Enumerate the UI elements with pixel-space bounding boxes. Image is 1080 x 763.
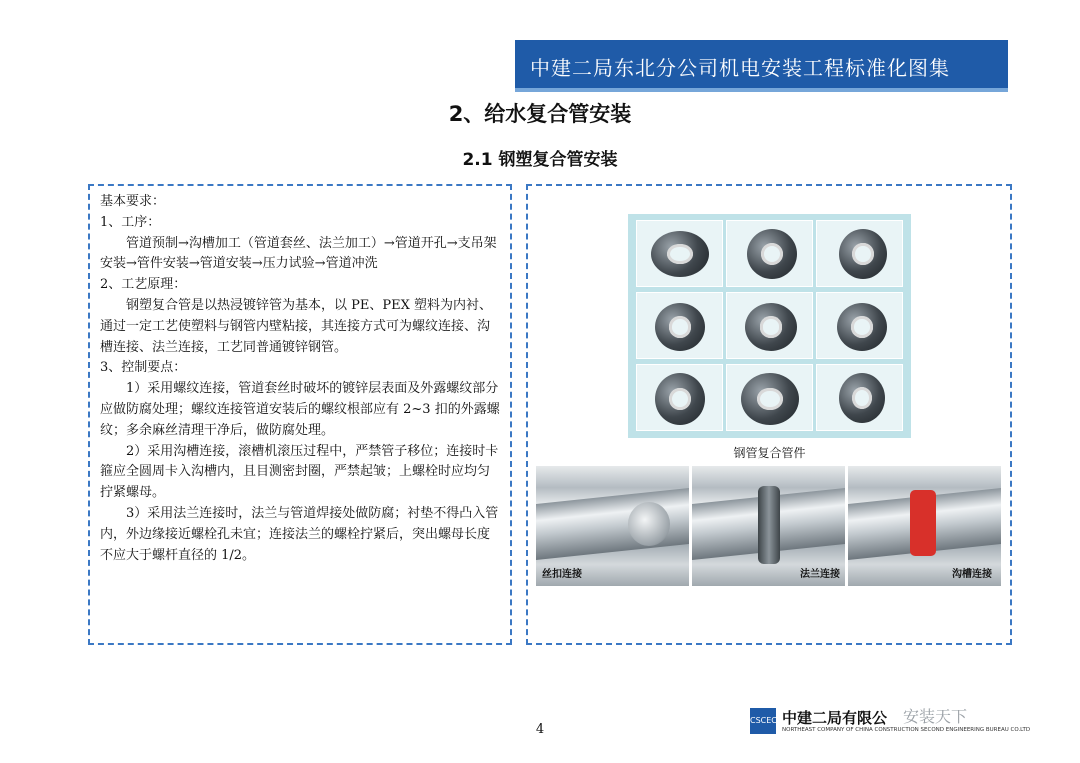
fitting-tee	[636, 292, 723, 359]
fittings-image	[628, 214, 911, 438]
control-point-2: 2）采用沟槽连接，滚槽机滚压过程中，严禁管子移位；连接时卡箍应全圆周卡入沟槽内，且目测密封圈，严禁起皱；上螺栓时应均匀拧紧螺母。	[100, 443, 499, 501]
step-3-heading: 3、控制要点：	[100, 360, 187, 376]
watermark: 安装天下	[903, 707, 968, 726]
requirements-panel	[88, 184, 512, 645]
company-name-en: NORTHEAST COMPANY OF CHINA CONSTRUCTION SECOND ENGINEERING BUREAU CO.LTD	[782, 727, 1031, 733]
step-1-text: 管道预制→沟槽加工（管道套丝、法兰加工）→管道开孔→支吊架安装→管件安装→管道安装→压力试验→管道冲洗	[100, 235, 497, 272]
company-name: 中建二局有限公	[782, 709, 888, 727]
fitting-reducer	[636, 364, 723, 431]
company-logo-icon: CSCEC	[750, 708, 776, 734]
fitting-elbow-45	[726, 220, 813, 287]
header-title: 中建二局东北分公司机电安装工程标准化图集	[530, 56, 950, 80]
section-title: 2、给水复合管安装	[448, 102, 632, 126]
basic-heading: 基本要求：	[100, 194, 166, 209]
step-2-heading: 2、工艺原理：	[100, 277, 187, 293]
photo-label: 法兰连接	[800, 569, 840, 580]
fittings-caption: 钢管复合管件	[733, 446, 806, 460]
pipe-end-cap	[628, 502, 670, 546]
photo-threaded-connection	[536, 466, 689, 586]
fitting-elbow-small	[816, 364, 903, 431]
section-subtitle: 2.1 钢塑复合管安装	[462, 150, 618, 170]
flange-icon	[758, 486, 780, 564]
fitting-elbow-grooved	[816, 220, 903, 287]
control-point-1: 1）采用螺纹连接，管道套丝时破坏的镀锌层表面及外露螺纹部分应做防腐处理；螺纹连接管道安装后的螺纹根部应有 2~3 扣的外露螺纹；多余麻丝清理干净后，做防腐处理。	[100, 381, 500, 438]
photo-label: 丝扣连接	[542, 569, 582, 580]
fitting-elbow-90	[726, 292, 813, 359]
fitting-coupling	[636, 220, 723, 287]
control-point-3: 3）采用法兰连接时，法兰与管道焊接处做防腐；衬垫不得凸入管内，外边缘接近螺栓孔未宜；连接法兰的螺栓拧紧后，突出螺母长度不应大于螺杆直径的 1/2。	[100, 505, 499, 563]
groove-clamp-icon	[910, 490, 936, 556]
photo-label: 沟槽连接	[952, 569, 992, 580]
header-banner-strip	[515, 88, 1008, 92]
photo-flange-connection	[692, 466, 845, 586]
fitting-tee-threaded	[816, 292, 903, 359]
photo-groove-connection	[848, 466, 1001, 586]
fitting-gasket-ring	[726, 364, 813, 431]
page-number: 4	[535, 722, 545, 737]
step-2-text: 钢塑复合管是以热浸镀锌管为基本，以 PE、PEX 塑料为内衬、通过一定工艺使塑料与钢管内壁粘接，其连接方式可为螺纹连接、沟槽连接、法兰连接，工艺同普通镀锌钢管。	[100, 297, 492, 355]
step-1-heading: 1、工序：	[100, 214, 161, 230]
